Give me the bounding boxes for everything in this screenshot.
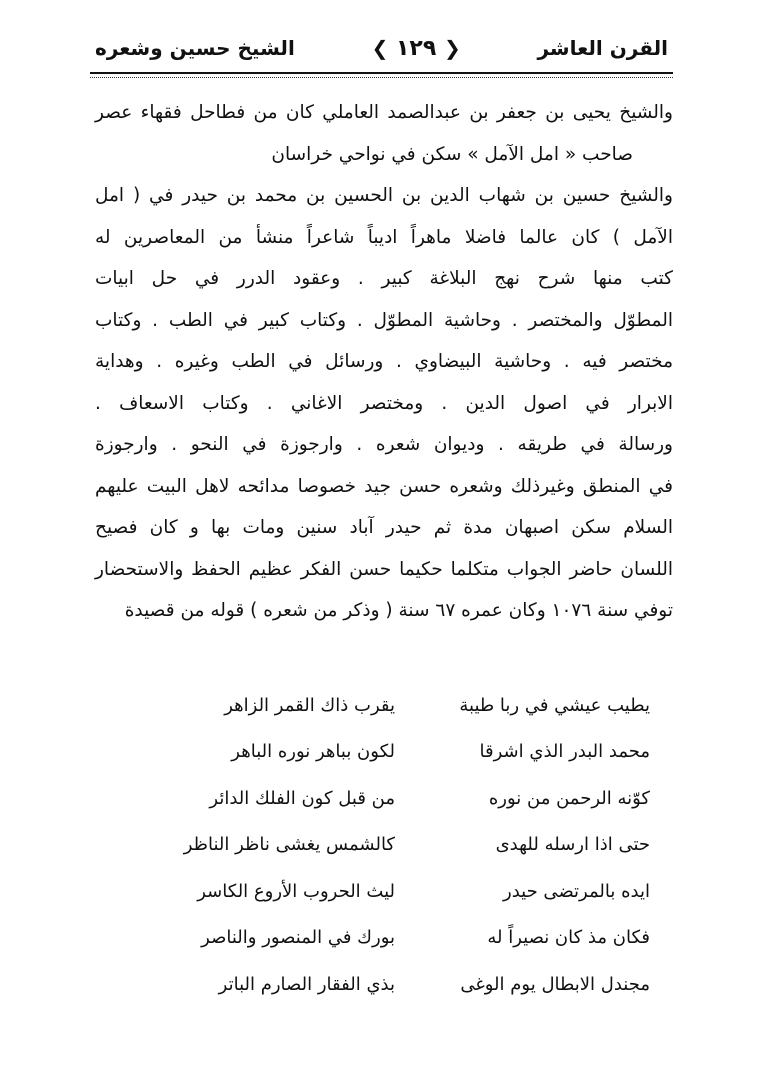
- text-line: في المنطق وغيرذلك وشعره حسن جيد خصوصا مدائحه لاهل البيت عليهم: [95, 475, 673, 497]
- hemistich: ايده بالمرتضى حيدر: [503, 880, 650, 902]
- text-line: توفي سنة ١٠٧٦ وكان عمره ٦٧ سنة ( وذكر من شعره ) قوله من قصيدة: [124, 600, 673, 621]
- hemistich: بورك في المنصور والناصر: [201, 927, 395, 949]
- hemistich: كوّنه الرحمن من نوره: [488, 787, 650, 809]
- poem: [150, 682, 650, 1008]
- body-text: [95, 92, 673, 632]
- text-line: الآمل ) كان عالما فاضلا ماهراً اديباً شاعراً منشأ من المعاصرين له: [95, 226, 673, 248]
- verse: [150, 822, 650, 869]
- text-line: ورسالة في طريقه . وديوان شعره . وارجوزة في النحو . وارجوزة: [95, 434, 673, 455]
- verse: [150, 682, 650, 729]
- page-number: ❮ ١٢٩ ❯: [371, 35, 461, 61]
- verse: [150, 961, 650, 1008]
- hemistich: ليث الحروب الأروع الكاسر: [197, 880, 395, 902]
- verse: [150, 915, 650, 962]
- verse: [150, 868, 650, 915]
- hemistich: محمد البدر الذي اشرقا: [479, 741, 650, 763]
- hemistich: يقرب ذاك القمر الزاهر: [224, 694, 395, 716]
- text-line: كتب منها شرح نهج البلاغة كبير . وعقود الدرر في حل ابيات: [95, 268, 673, 289]
- text-line: الابرار في اصول الدين . ومختصر الاغاني . وكتاب الاسعاف .: [95, 392, 673, 414]
- text-line: والشيخ حسين بن شهاب الدين بن الحسين بن محمد بن حيدر في ( امل: [95, 185, 673, 206]
- verse: [150, 775, 650, 822]
- running-header: [95, 28, 668, 68]
- hemistich: مجندل الابطال يوم الوغى: [460, 973, 650, 995]
- text-line: مختصر فيه . وحاشية البيضاوي . ورسائل في الطب وغيره . وهداية: [95, 351, 673, 372]
- text-line: اللسان حاضر الجواب متكلما حكيما حسن الفكر عظيم الحفظ والاستحضار: [95, 558, 673, 580]
- text-line: المطوّل والمختصر . وحاشية المطوّل . وكتاب كبير في الطب . وكتاب: [95, 309, 673, 331]
- hemistich: يطيب عيشي في ربا طيبة: [459, 694, 650, 716]
- chapter-title: القرن العاشر: [537, 36, 668, 60]
- text-line: والشيخ يحيى بن جعفر بن عبدالصمد العاملي كان من فطاحل فقهاء عصر: [95, 102, 673, 123]
- right-ornament-icon: ❯: [371, 35, 389, 60]
- hemistich: من قبل كون الفلك الدائر: [209, 787, 395, 809]
- hemistich: بذي الفقار الصارم الباتر: [218, 973, 395, 995]
- hemistich: فكان مذ كان نصيراً له: [487, 927, 650, 949]
- hemistich: كالشمس يغشى ناظر الناظر: [183, 834, 395, 856]
- section-title: الشيخ حسين وشعره: [95, 36, 295, 60]
- verse: [150, 729, 650, 776]
- header-dotted-rule: [90, 77, 673, 78]
- text-line: السلام سكن اصبهان مدة ثم حيدر آباد سنين ومات بها و كان فصيح: [95, 517, 673, 538]
- hemistich: لكون بباهر نوره الباهر: [231, 741, 395, 763]
- left-ornament-icon: ❮: [443, 35, 461, 60]
- header-rule: [90, 72, 673, 74]
- hemistich: حتى اذا ارسله للهدى: [495, 834, 650, 856]
- text-line: صاحب « امل الآمل » سكن في نواحي خراسان: [271, 143, 633, 165]
